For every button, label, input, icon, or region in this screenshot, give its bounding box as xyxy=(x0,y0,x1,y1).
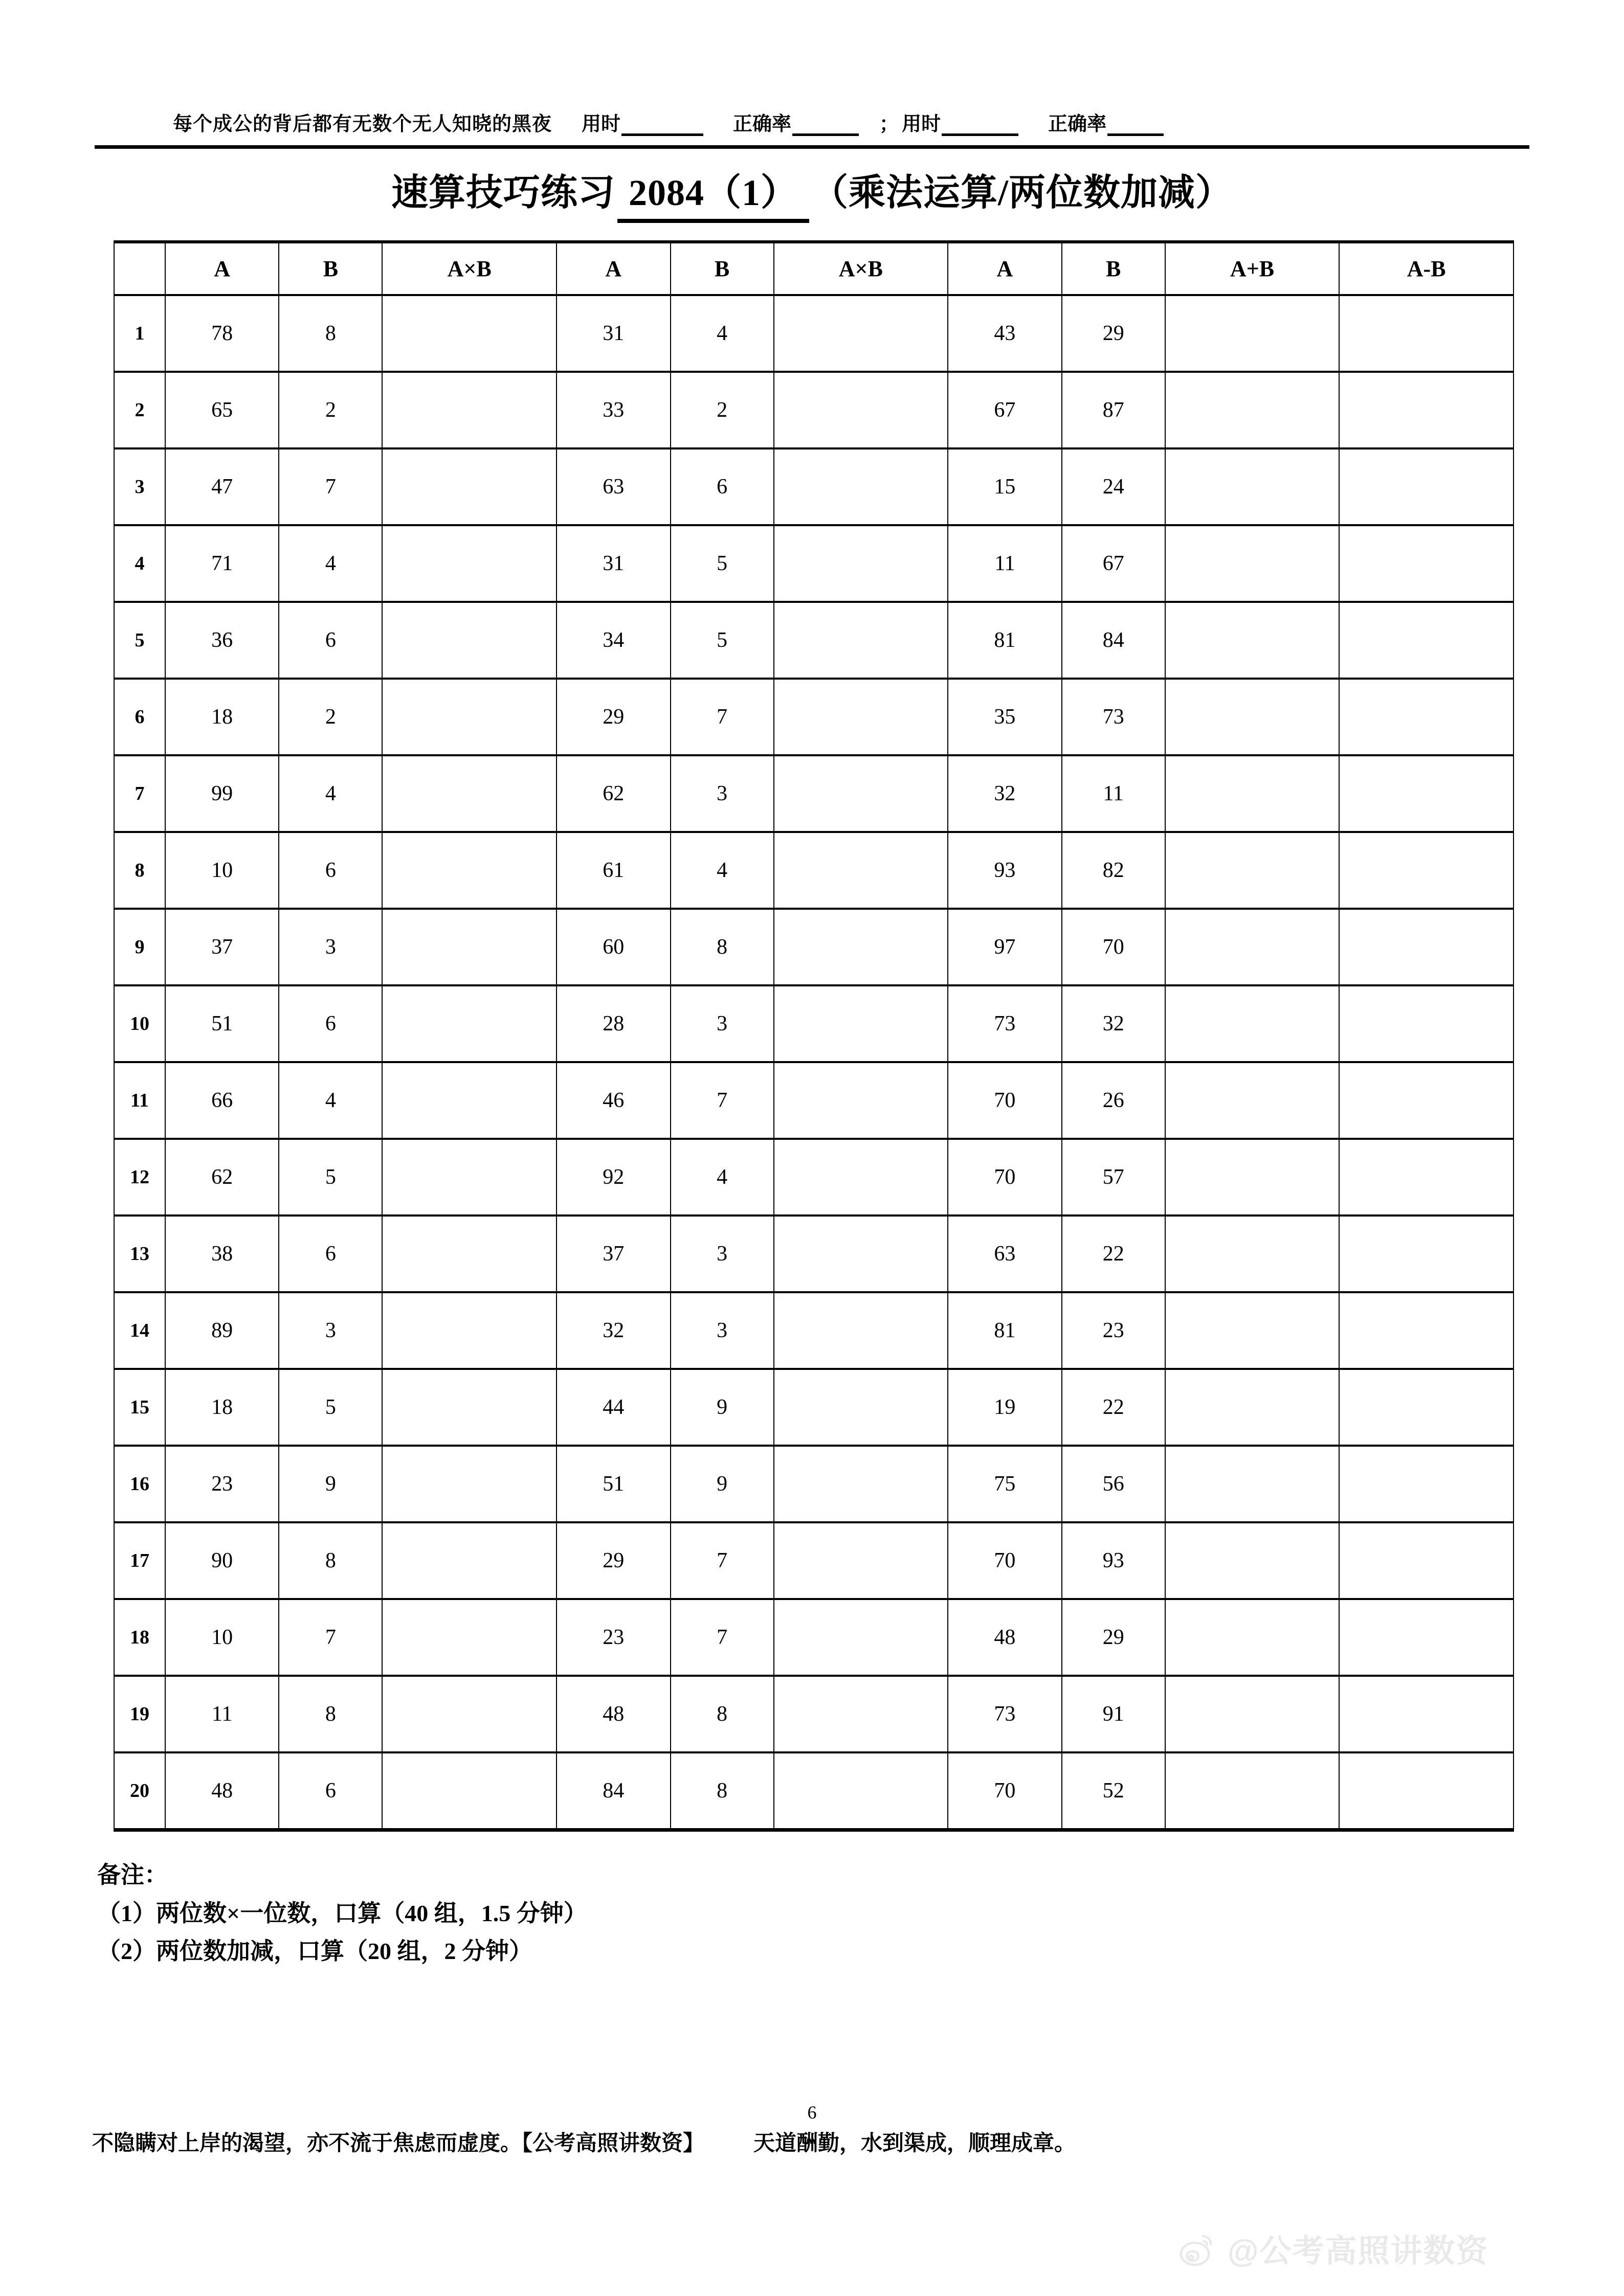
table-row xyxy=(114,1369,1514,1446)
cell-sum[interactable] xyxy=(1165,679,1340,755)
cell-product1[interactable] xyxy=(382,1522,557,1599)
cell-a1: 18 xyxy=(165,679,279,755)
cell-a3: 70 xyxy=(948,1752,1062,1829)
row-index: 15 xyxy=(114,1369,165,1446)
cell-sum[interactable] xyxy=(1165,1369,1340,1446)
table-row xyxy=(114,1446,1514,1522)
cell-product1[interactable] xyxy=(382,1292,557,1369)
table-row xyxy=(114,295,1514,372)
cell-product2[interactable] xyxy=(774,1599,948,1676)
cell-sum[interactable] xyxy=(1165,1139,1340,1215)
cell-product1[interactable] xyxy=(382,679,557,755)
cell-a1: 51 xyxy=(165,985,279,1062)
page-number: 6 xyxy=(807,2102,817,2123)
cell-a3: 81 xyxy=(948,1292,1062,1369)
cell-a1: 10 xyxy=(165,1599,279,1676)
cell-b1: 4 xyxy=(279,1062,382,1139)
accuracy-label-1: 正确率 xyxy=(733,114,792,135)
row-index: 17 xyxy=(114,1522,165,1599)
cell-a1: 71 xyxy=(165,525,279,602)
cell-b1: 5 xyxy=(279,1369,382,1446)
cell-sum[interactable] xyxy=(1165,1752,1340,1829)
cell-product2[interactable] xyxy=(774,448,948,525)
table-row xyxy=(114,1676,1514,1752)
cell-b2: 9 xyxy=(671,1446,774,1522)
table-header xyxy=(114,242,1514,295)
cell-product1[interactable] xyxy=(382,372,557,448)
cell-diff[interactable] xyxy=(1339,1446,1514,1522)
cell-product2[interactable] xyxy=(774,372,948,448)
row-index: 14 xyxy=(114,1292,165,1369)
col-header-a1: A xyxy=(165,242,279,295)
col-header-b1: B xyxy=(279,242,382,295)
table-row xyxy=(114,909,1514,985)
cell-diff[interactable] xyxy=(1339,1139,1514,1215)
row-index: 3 xyxy=(114,448,165,525)
row-index: 7 xyxy=(114,755,165,832)
row-index: 11 xyxy=(114,1062,165,1139)
cell-b1: 8 xyxy=(279,1676,382,1752)
cell-b2: 5 xyxy=(671,602,774,679)
cell-diff[interactable] xyxy=(1339,832,1514,909)
cell-b3: 84 xyxy=(1062,602,1165,679)
cell-b2: 4 xyxy=(671,832,774,909)
cell-product2[interactable] xyxy=(774,909,948,985)
cell-a2: 34 xyxy=(557,602,671,679)
table-row xyxy=(114,525,1514,602)
cell-b1: 7 xyxy=(279,448,382,525)
row-index: 4 xyxy=(114,525,165,602)
cell-b3: 23 xyxy=(1062,1292,1165,1369)
accuracy-field-1 xyxy=(733,108,859,136)
cell-a1: 37 xyxy=(165,909,279,985)
cell-sum[interactable] xyxy=(1165,1292,1340,1369)
cell-b2: 3 xyxy=(671,755,774,832)
cell-b3: 70 xyxy=(1062,909,1165,985)
cell-a3: 81 xyxy=(948,602,1062,679)
cell-product2[interactable] xyxy=(774,985,948,1062)
table-row xyxy=(114,448,1514,525)
cell-b3: 91 xyxy=(1062,1676,1165,1752)
cell-a1: 10 xyxy=(165,832,279,909)
cell-b2: 2 xyxy=(671,372,774,448)
notes-heading: 备注： xyxy=(97,1862,168,1888)
cell-product1[interactable] xyxy=(382,985,557,1062)
cell-product1[interactable] xyxy=(382,1676,557,1752)
cell-a2: 92 xyxy=(557,1139,671,1215)
header-motto: 每个成公的背后都有无数个无人知晓的黑夜 xyxy=(173,114,552,135)
time-blank-2[interactable] xyxy=(942,116,1018,136)
cell-diff[interactable] xyxy=(1339,1752,1514,1829)
cell-b1: 5 xyxy=(279,1139,382,1215)
cell-a3: 73 xyxy=(948,1676,1062,1752)
cell-a2: 28 xyxy=(557,985,671,1062)
cell-a1: 62 xyxy=(165,1139,279,1215)
row-index: 9 xyxy=(114,909,165,985)
cell-a1: 18 xyxy=(165,1369,279,1446)
cell-a3: 19 xyxy=(948,1369,1062,1446)
cell-a3: 67 xyxy=(948,372,1062,448)
cell-b3: 29 xyxy=(1062,295,1165,372)
cell-b3: 73 xyxy=(1062,679,1165,755)
table-row xyxy=(114,1292,1514,1369)
cell-a3: 43 xyxy=(948,295,1062,372)
cell-sum[interactable] xyxy=(1165,1599,1340,1676)
cell-product2[interactable] xyxy=(774,1215,948,1292)
time-label-1: 用时 xyxy=(582,114,621,135)
cell-a3: 93 xyxy=(948,832,1062,909)
cell-b3: 26 xyxy=(1062,1062,1165,1139)
cell-b3: 32 xyxy=(1062,985,1165,1062)
col-header-index xyxy=(114,242,165,295)
cell-a2: 51 xyxy=(557,1446,671,1522)
cell-b2: 4 xyxy=(671,1139,774,1215)
cell-product2[interactable] xyxy=(774,1522,948,1599)
row-index: 19 xyxy=(114,1676,165,1752)
cell-b3: 56 xyxy=(1062,1446,1165,1522)
cell-b2: 7 xyxy=(671,1522,774,1599)
table-row xyxy=(114,1139,1514,1215)
cell-b2: 3 xyxy=(671,1292,774,1369)
cell-a3: 70 xyxy=(948,1139,1062,1215)
cell-a2: 32 xyxy=(557,1292,671,1369)
cell-a1: 47 xyxy=(165,448,279,525)
cell-product2[interactable] xyxy=(774,1446,948,1522)
cell-b2: 3 xyxy=(671,1215,774,1292)
cell-sum[interactable] xyxy=(1165,295,1340,372)
cell-diff[interactable] xyxy=(1339,1292,1514,1369)
accuracy-blank-1[interactable] xyxy=(792,116,859,136)
cell-a3: 75 xyxy=(948,1446,1062,1522)
table-header-row xyxy=(114,242,1514,295)
title-suffix: （乘法运算/两位数加减） xyxy=(811,172,1233,213)
cell-b2: 5 xyxy=(671,525,774,602)
cell-sum[interactable] xyxy=(1165,1215,1340,1292)
cell-a2: 84 xyxy=(557,1752,671,1829)
table-row xyxy=(114,1062,1514,1139)
cell-b3: 87 xyxy=(1062,372,1165,448)
cell-b1: 6 xyxy=(279,1752,382,1829)
cell-sum[interactable] xyxy=(1165,755,1340,832)
cell-product1[interactable] xyxy=(382,448,557,525)
accuracy-label-2: 正确率 xyxy=(1048,114,1107,135)
cell-a3: 15 xyxy=(948,448,1062,525)
cell-a1: 48 xyxy=(165,1752,279,1829)
cell-sum[interactable] xyxy=(1165,602,1340,679)
cell-diff[interactable] xyxy=(1339,1369,1514,1446)
table-row xyxy=(114,985,1514,1062)
cell-b1: 8 xyxy=(279,1522,382,1599)
footer-left-text: 不隐瞒对上岸的渴望，亦不流于焦虑而虚度。【公考高照讲数资】 xyxy=(92,2132,705,2155)
cell-a2: 29 xyxy=(557,1522,671,1599)
time-field-1 xyxy=(582,108,703,136)
cell-diff[interactable] xyxy=(1339,1062,1514,1139)
cell-a3: 70 xyxy=(948,1522,1062,1599)
col-header-sum: A+B xyxy=(1165,242,1340,295)
cell-b3: 82 xyxy=(1062,832,1165,909)
cell-a2: 37 xyxy=(557,1215,671,1292)
cell-a1: 36 xyxy=(165,602,279,679)
cell-product1[interactable] xyxy=(382,1215,557,1292)
cell-b2: 4 xyxy=(671,295,774,372)
cell-b3: 57 xyxy=(1062,1139,1165,1215)
cell-b2: 7 xyxy=(671,1599,774,1676)
cell-product1[interactable] xyxy=(382,1369,557,1446)
header-separator: ； xyxy=(879,114,899,135)
cell-b3: 22 xyxy=(1062,1369,1165,1446)
cell-product1[interactable] xyxy=(382,1599,557,1676)
cell-product2[interactable] xyxy=(774,1062,948,1139)
cell-b3: 93 xyxy=(1062,1522,1165,1599)
cell-b1: 6 xyxy=(279,832,382,909)
cell-a3: 63 xyxy=(948,1215,1062,1292)
row-index: 2 xyxy=(114,372,165,448)
cell-b1: 3 xyxy=(279,909,382,985)
cell-a3: 32 xyxy=(948,755,1062,832)
cell-sum[interactable] xyxy=(1165,985,1340,1062)
cell-diff[interactable] xyxy=(1339,602,1514,679)
cell-product2[interactable] xyxy=(774,1752,948,1829)
cell-b1: 8 xyxy=(279,295,382,372)
cell-a2: 46 xyxy=(557,1062,671,1139)
notes-item-2: （2）两位数加减，口算（20 组，2 分钟） xyxy=(97,1938,532,1965)
cell-a3: 70 xyxy=(948,1062,1062,1139)
cell-product1[interactable] xyxy=(382,755,557,832)
col-header-a3: A xyxy=(948,242,1062,295)
row-index: 12 xyxy=(114,1139,165,1215)
cell-a3: 35 xyxy=(948,679,1062,755)
cell-product1[interactable] xyxy=(382,1062,557,1139)
cell-product1[interactable] xyxy=(382,525,557,602)
cell-a2: 62 xyxy=(557,755,671,832)
cell-diff[interactable] xyxy=(1339,1599,1514,1676)
table-row xyxy=(114,372,1514,448)
table-row xyxy=(114,1752,1514,1829)
cell-diff[interactable] xyxy=(1339,295,1514,372)
cell-a1: 90 xyxy=(165,1522,279,1599)
cell-diff[interactable] xyxy=(1339,1215,1514,1292)
practice-table xyxy=(114,242,1514,1830)
accuracy-field-2 xyxy=(1048,108,1164,136)
cell-a2: 31 xyxy=(557,525,671,602)
cell-a1: 89 xyxy=(165,1292,279,1369)
row-index: 5 xyxy=(114,602,165,679)
table-row xyxy=(114,1599,1514,1676)
col-header-diff: A-B xyxy=(1339,242,1514,295)
header-divider xyxy=(95,145,1529,149)
title-code: 2084（1） xyxy=(617,163,809,223)
cell-a3: 11 xyxy=(948,525,1062,602)
practice-table-wrapper xyxy=(114,242,1514,1830)
cell-b1: 4 xyxy=(279,525,382,602)
cell-a2: 44 xyxy=(557,1369,671,1446)
cell-b2: 8 xyxy=(671,909,774,985)
cell-sum[interactable] xyxy=(1165,1522,1340,1599)
cell-b2: 6 xyxy=(671,448,774,525)
cell-product2[interactable] xyxy=(774,1292,948,1369)
cell-product1[interactable] xyxy=(382,1752,557,1829)
cell-diff[interactable] xyxy=(1339,448,1514,525)
cell-b2: 9 xyxy=(671,1369,774,1446)
time-blank-1[interactable] xyxy=(621,116,703,136)
time-label-2: 用时 xyxy=(902,114,941,135)
cell-a1: 11 xyxy=(165,1676,279,1752)
cell-a1: 65 xyxy=(165,372,279,448)
cell-b1: 6 xyxy=(279,1215,382,1292)
cell-a1: 38 xyxy=(165,1215,279,1292)
cell-product2[interactable] xyxy=(774,602,948,679)
table-row xyxy=(114,602,1514,679)
title-prefix: 速算技巧练习 xyxy=(391,172,615,213)
table-row xyxy=(114,755,1514,832)
cell-sum[interactable] xyxy=(1165,832,1340,909)
cell-a2: 31 xyxy=(557,295,671,372)
cell-a2: 63 xyxy=(557,448,671,525)
row-index: 1 xyxy=(114,295,165,372)
cell-sum[interactable] xyxy=(1165,1062,1340,1139)
cell-a2: 29 xyxy=(557,679,671,755)
page-title xyxy=(0,163,1624,223)
cell-sum[interactable] xyxy=(1165,909,1340,985)
cell-b1: 9 xyxy=(279,1446,382,1522)
cell-diff[interactable] xyxy=(1339,525,1514,602)
weibo-handle: @公考高照讲数资 xyxy=(1228,2233,1489,2269)
row-index: 6 xyxy=(114,679,165,755)
cell-b1: 6 xyxy=(279,985,382,1062)
cell-b3: 52 xyxy=(1062,1752,1165,1829)
row-index: 20 xyxy=(114,1752,165,1829)
col-header-b3: B xyxy=(1062,242,1165,295)
cell-diff[interactable] xyxy=(1339,755,1514,832)
cell-b1: 2 xyxy=(279,372,382,448)
cell-b1: 2 xyxy=(279,679,382,755)
cell-sum[interactable] xyxy=(1165,372,1340,448)
weibo-logo-icon xyxy=(1176,2224,1228,2271)
cell-b3: 67 xyxy=(1062,525,1165,602)
col-header-a2: A xyxy=(557,242,671,295)
cell-product2[interactable] xyxy=(774,755,948,832)
cell-product1[interactable] xyxy=(382,1139,557,1215)
time-field-2 xyxy=(902,108,1018,136)
cell-diff[interactable] xyxy=(1339,679,1514,755)
cell-product2[interactable] xyxy=(774,295,948,372)
row-index: 16 xyxy=(114,1446,165,1522)
weibo-watermark xyxy=(1176,2224,1488,2271)
cell-b2: 7 xyxy=(671,1062,774,1139)
cell-sum[interactable] xyxy=(1165,448,1340,525)
cell-a2: 23 xyxy=(557,1599,671,1676)
cell-product2[interactable] xyxy=(774,1369,948,1446)
cell-sum[interactable] xyxy=(1165,1676,1340,1752)
cell-b3: 29 xyxy=(1062,1599,1165,1676)
cell-product2[interactable] xyxy=(774,525,948,602)
accuracy-blank-2[interactable] xyxy=(1107,116,1164,136)
cell-a3: 48 xyxy=(948,1599,1062,1676)
cell-a2: 33 xyxy=(557,372,671,448)
table-row xyxy=(114,1522,1514,1599)
cell-product2[interactable] xyxy=(774,1139,948,1215)
cell-product1[interactable] xyxy=(382,832,557,909)
cell-a1: 78 xyxy=(165,295,279,372)
cell-b2: 8 xyxy=(671,1676,774,1752)
cell-a3: 73 xyxy=(948,985,1062,1062)
cell-b1: 6 xyxy=(279,602,382,679)
cell-b1: 7 xyxy=(279,1599,382,1676)
cell-product1[interactable] xyxy=(382,295,557,372)
cell-b3: 22 xyxy=(1062,1215,1165,1292)
cell-b2: 8 xyxy=(671,1752,774,1829)
cell-b2: 7 xyxy=(671,679,774,755)
cell-diff[interactable] xyxy=(1339,1522,1514,1599)
page-header xyxy=(97,100,1529,136)
cell-sum[interactable] xyxy=(1165,525,1340,602)
cell-b1: 3 xyxy=(279,1292,382,1369)
cell-diff[interactable] xyxy=(1339,1676,1514,1752)
footer-right-text: 天道酬勤，水到渠成，顺理成章。 xyxy=(753,2132,1076,2155)
cell-product2[interactable] xyxy=(774,1676,948,1752)
row-index: 10 xyxy=(114,985,165,1062)
row-index: 8 xyxy=(114,832,165,909)
cell-diff[interactable] xyxy=(1339,985,1514,1062)
col-header-product2: A×B xyxy=(774,242,948,295)
cell-diff[interactable] xyxy=(1339,372,1514,448)
cell-a1: 66 xyxy=(165,1062,279,1139)
table-row xyxy=(114,1215,1514,1292)
col-header-b2: B xyxy=(671,242,774,295)
cell-a1: 99 xyxy=(165,755,279,832)
table-row xyxy=(114,679,1514,755)
cell-a3: 97 xyxy=(948,909,1062,985)
cell-b3: 11 xyxy=(1062,755,1165,832)
cell-b2: 3 xyxy=(671,985,774,1062)
cell-b3: 24 xyxy=(1062,448,1165,525)
cell-product1[interactable] xyxy=(382,602,557,679)
cell-a2: 61 xyxy=(557,832,671,909)
col-header-product1: A×B xyxy=(382,242,557,295)
cell-a2: 48 xyxy=(557,1676,671,1752)
cell-a1: 23 xyxy=(165,1446,279,1522)
cell-product2[interactable] xyxy=(774,679,948,755)
notes-item-1: （1）两位数×一位数，口算（40 组，1.5 分钟） xyxy=(97,1900,587,1926)
cell-diff[interactable] xyxy=(1339,909,1514,985)
row-index: 13 xyxy=(114,1215,165,1292)
notes-block xyxy=(97,1856,1325,1971)
row-index: 18 xyxy=(114,1599,165,1676)
cell-product2[interactable] xyxy=(774,832,948,909)
table-row xyxy=(114,832,1514,909)
table-body xyxy=(114,295,1514,1829)
cell-product1[interactable] xyxy=(382,1446,557,1522)
cell-product1[interactable] xyxy=(382,909,557,985)
footer-text xyxy=(92,2126,1534,2157)
cell-b1: 4 xyxy=(279,755,382,832)
cell-a2: 60 xyxy=(557,909,671,985)
cell-sum[interactable] xyxy=(1165,1446,1340,1522)
